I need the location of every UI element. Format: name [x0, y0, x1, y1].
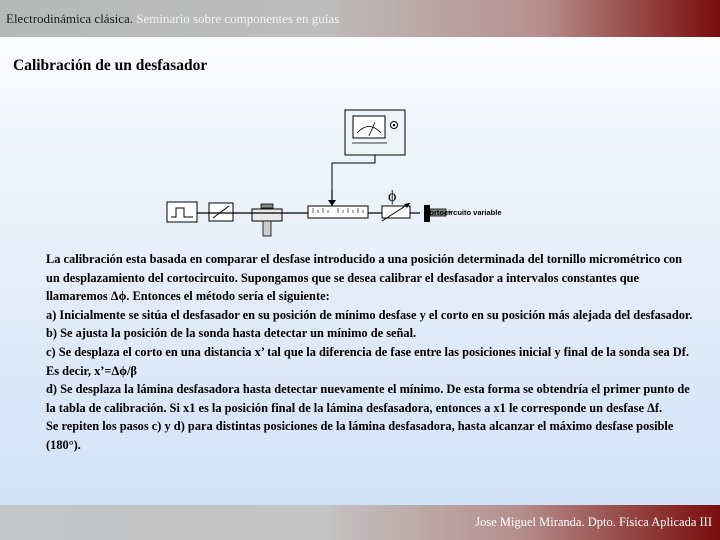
page-title: Calibración de un desfasador — [13, 57, 208, 74]
paragraph-step-c: c) Se desplaza el corto en una distancia x’ tal que la diferencia de fase entre las posiciones inicial y final de la sonda sea Df. Es decir, x’=Δϕ/β — [46, 344, 689, 378]
probe-cable — [332, 155, 375, 193]
paragraph-step-d: d) Se desplaza la lámina desfasadora hasta detectar nuevamente el mínimo. De esta forma se obtendría el primer punto de la tabla de calibración. Si x1 es la posición final de la lámina desfasadora, entonces a x1 le corresponde un desfase Δf. — [46, 382, 690, 415]
phase-shifter-diagram — [160, 105, 550, 240]
footer-author: Jose Miguel Miranda. Dpto. Física Aplicada III — [475, 515, 712, 529]
paragraph-intro: La calibración esta basada en comparar el desfase introducido a una posición determinada del tornillo micrométrico con un desplazamiento del cortocircuito. Supongamos que se desea calibrar el desfasador a intervalos constantes que llamaremos Δϕ. Entonces el método sería el siguiente: — [46, 252, 683, 304]
paragraph-closing: Se repiten los pasos c) y d) para distintas posiciones de la lámina desfasadora, hasta alcanzar el máximo desfase posible (180°). — [46, 419, 674, 452]
tuner-body — [252, 209, 282, 221]
header-text — [6, 11, 339, 27]
paragraph-step-b: b) Se ajusta la posición de la sonda hasta detectar un mínimo de señal. — [46, 326, 417, 341]
variable-short-label: Cortocircuito variable — [424, 208, 502, 217]
pulse-generator — [167, 202, 197, 222]
body-text — [46, 250, 694, 455]
phi-label: ϕ — [388, 188, 397, 205]
header-bar — [0, 0, 720, 37]
footer-bar — [0, 505, 720, 540]
paragraph-step-a: a) Inicialmente se sitúa el desfasador en su posición de mínimo desfase y el corto en su posición más alejada del desfasador. — [46, 307, 693, 322]
meter-dial — [353, 116, 385, 138]
header-course: Electrodinámica clásica. — [6, 11, 134, 26]
header-subtitle: Seminario sobre componentes en guías — [136, 11, 340, 26]
